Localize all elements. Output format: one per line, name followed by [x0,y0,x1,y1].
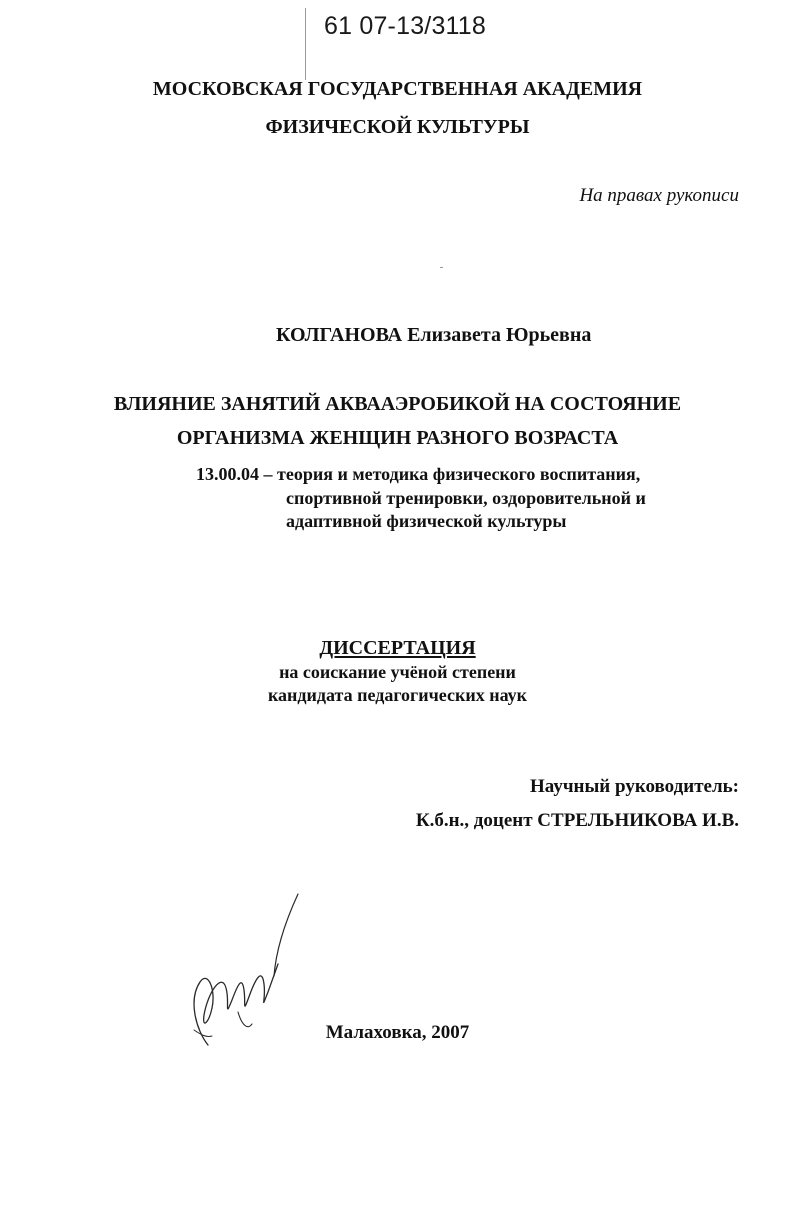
scan-speck [440,267,443,268]
stamp-divider-line [305,8,306,80]
institution-line-2: ФИЗИЧЕСКОЙ КУЛЬТУРЫ [265,116,530,138]
degree-line-1: на соискание учёной степени [279,662,516,682]
specialty-line-3: адаптивной физической культуры [286,511,567,531]
author-name [276,324,591,347]
manuscript-rights-note: На правах рукописи [579,185,739,206]
thesis-title-line-1: ВЛИЯНИЕ ЗАНЯТИЙ АКВААЭРОБИКОЙ НА СОСТОЯНИЕ [113,393,682,415]
supervisor-name: К.б.н., доцент СТРЕЛЬНИКОВА И.В. [415,810,739,831]
document-type: ДИССЕРТАЦИЯ [319,637,476,659]
city-year: Малаховка, 2007 [325,1022,470,1043]
thesis-title-line-2: ОРГАНИЗМА ЖЕНЩИН РАЗНОГО ВОЗРАСТА [176,427,619,449]
supervisor-label: Научный руководитель: [530,776,739,797]
specialty-line-1: 13.00.04 – теория и методика физического воспитания, [196,464,641,484]
institution-line-1: МОСКОВСКАЯ ГОСУДАРСТВЕННАЯ АКАДЕМИЯ [152,78,643,100]
author-surname: КОЛГАНОВА [276,324,403,346]
degree-line-2: кандидата педагогических наук [267,685,528,705]
author-given-names: Елизавета Юрьевна [407,324,592,346]
archive-stamp-number: 61 07-13/3118 [324,12,486,40]
specialty-line-2: спортивной тренировки, оздоровительной и [286,488,646,508]
